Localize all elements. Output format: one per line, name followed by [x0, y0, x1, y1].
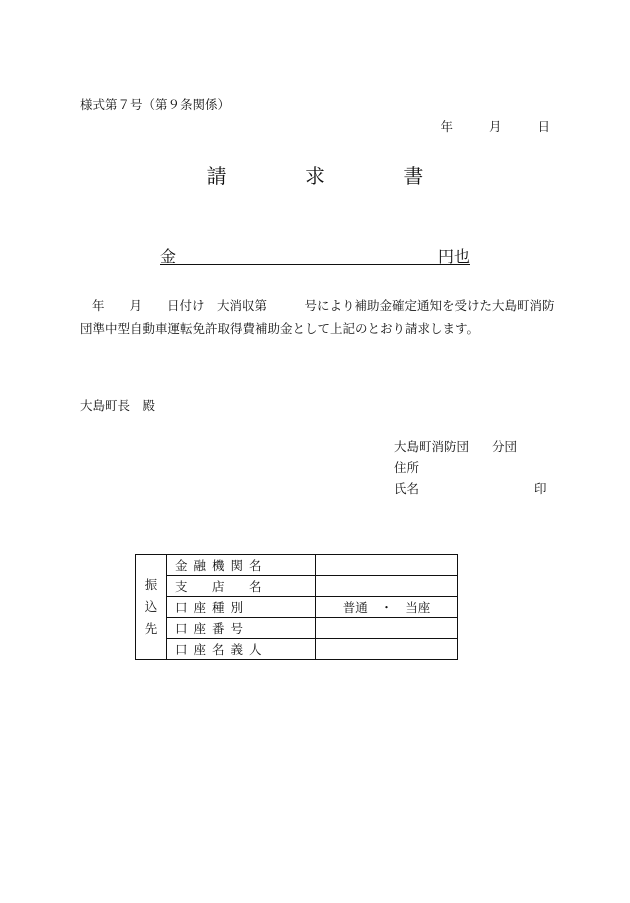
- side-char: 先: [144, 621, 158, 636]
- form-number: 様式第７号（第９条関係）: [80, 97, 231, 112]
- sender-branch: 分団: [492, 439, 518, 454]
- branch-name-label: 支 店 名: [167, 576, 316, 597]
- amount-prefix: 金: [160, 247, 177, 266]
- account-type-value: 普通 ・ 当座: [316, 597, 458, 618]
- seal-mark: 印: [534, 481, 547, 496]
- sender-block: [394, 436, 554, 499]
- request-body: 年 月 日付け 大消収第 号により補助金確定通知を受けた大島町消防団準中型自動車運転免許取得費補助金として上記のとおり請求します。: [80, 298, 555, 336]
- document-title: [0, 160, 630, 189]
- side-char: 振: [144, 577, 158, 592]
- amount-field: [160, 246, 470, 265]
- branch-name-value: [316, 576, 458, 597]
- bank-name-value: [316, 555, 458, 576]
- title-char: 求: [305, 164, 325, 188]
- table-row: [136, 639, 458, 660]
- bank-name-label: 金融機関名: [167, 555, 316, 576]
- title-char: 請: [206, 164, 227, 188]
- sender-address-row: [394, 457, 554, 478]
- sender-org: 大島町消防団: [394, 439, 470, 454]
- account-type-label: 口座種別: [167, 597, 316, 618]
- transfer-destination-label: [136, 555, 167, 660]
- account-number-value: [316, 618, 458, 639]
- address-label: 住所: [394, 460, 420, 475]
- table-row: [136, 555, 458, 576]
- date-day: 日: [537, 119, 550, 134]
- addressee: 大島町長 殿: [80, 398, 156, 413]
- table-row: [136, 597, 458, 618]
- table-row: [136, 576, 458, 597]
- title-char: 書: [403, 164, 424, 188]
- date-line: [441, 117, 550, 135]
- sender-org-row: [394, 436, 554, 457]
- date-month: 月: [489, 119, 502, 134]
- account-number-label: 口座番号: [167, 618, 316, 639]
- date-year: 年: [440, 119, 454, 134]
- account-holder-label: 口座名義人: [167, 639, 316, 660]
- table-row: [136, 618, 458, 639]
- side-char: 込: [144, 599, 158, 614]
- amount-suffix: 円也: [437, 247, 470, 266]
- name-label: 氏名: [394, 481, 420, 496]
- bank-transfer-table: [135, 554, 458, 660]
- sender-name-row: [394, 478, 554, 499]
- account-holder-value: [316, 639, 458, 660]
